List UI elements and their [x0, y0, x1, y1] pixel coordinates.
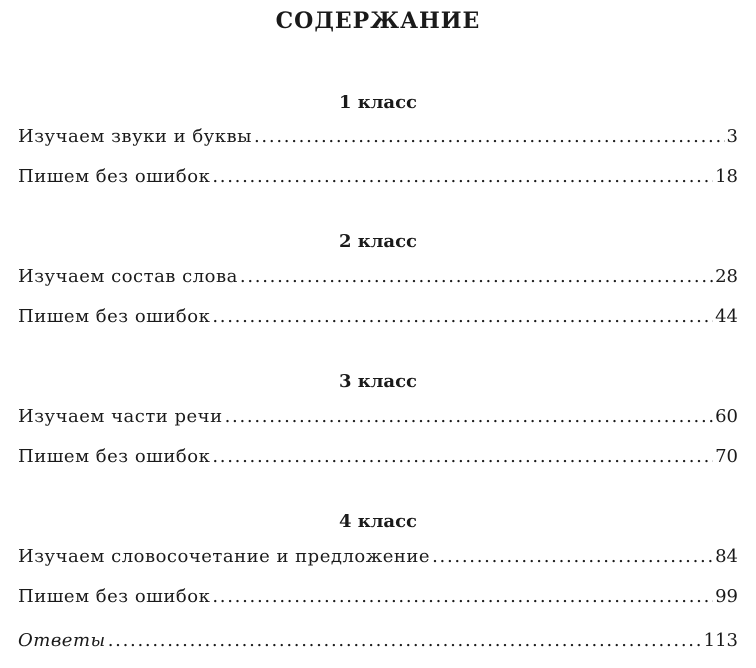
dot-leader — [240, 266, 713, 288]
toc-entry[interactable] — [18, 446, 738, 468]
toc-entry-page: 18 — [715, 166, 738, 187]
dot-leader — [212, 586, 713, 608]
toc-entry-label: Пишем без ошибок — [18, 586, 211, 607]
toc-entry[interactable] — [18, 406, 738, 428]
toc-entry-page: 44 — [715, 306, 738, 327]
section-heading-1: 1 класс — [338, 92, 418, 113]
dot-leader — [432, 546, 713, 568]
dot-leader — [254, 126, 725, 148]
dot-leader — [212, 306, 713, 328]
toc-entry[interactable] — [18, 306, 738, 328]
dot-leader — [108, 630, 702, 652]
dot-leader — [225, 406, 714, 428]
toc-entry-label: Пишем без ошибок — [18, 446, 211, 467]
toc-entry-label: Пишем без ошибок — [18, 306, 211, 327]
toc-entry-page: 28 — [715, 266, 738, 287]
toc-title: СОДЕРЖАНИЕ — [275, 8, 481, 34]
toc-entry[interactable] — [18, 126, 738, 148]
toc-entry-label: Изучаем звуки и буквы — [18, 126, 252, 147]
toc-entry-answers[interactable] — [18, 630, 738, 652]
toc-entry-page: 3 — [726, 126, 738, 147]
dot-leader — [212, 166, 713, 188]
dot-leader — [212, 446, 713, 468]
section-heading-4: 4 класс — [338, 511, 418, 532]
toc-entry-label: Изучаем состав слова — [18, 266, 238, 287]
toc-entry[interactable] — [18, 266, 738, 288]
toc-entry[interactable] — [18, 166, 738, 188]
toc-entry[interactable] — [18, 546, 738, 568]
toc-entry-page: 84 — [715, 546, 738, 567]
section-heading-3: 3 класс — [338, 371, 418, 392]
toc-entry-label: Пишем без ошибок — [18, 166, 211, 187]
toc-entry-page: 113 — [703, 630, 738, 651]
toc-entry-label: Изучаем части речи — [18, 406, 223, 427]
toc-entry-label: Ответы — [18, 630, 106, 651]
toc-entry-label: Изучаем словосочетание и предложение — [18, 546, 431, 567]
toc-entry-page: 99 — [715, 586, 738, 607]
section-heading-2: 2 класс — [338, 231, 418, 252]
toc-entry-page: 60 — [715, 406, 738, 427]
toc-entry-page: 70 — [715, 446, 738, 467]
toc-entry[interactable] — [18, 586, 738, 608]
